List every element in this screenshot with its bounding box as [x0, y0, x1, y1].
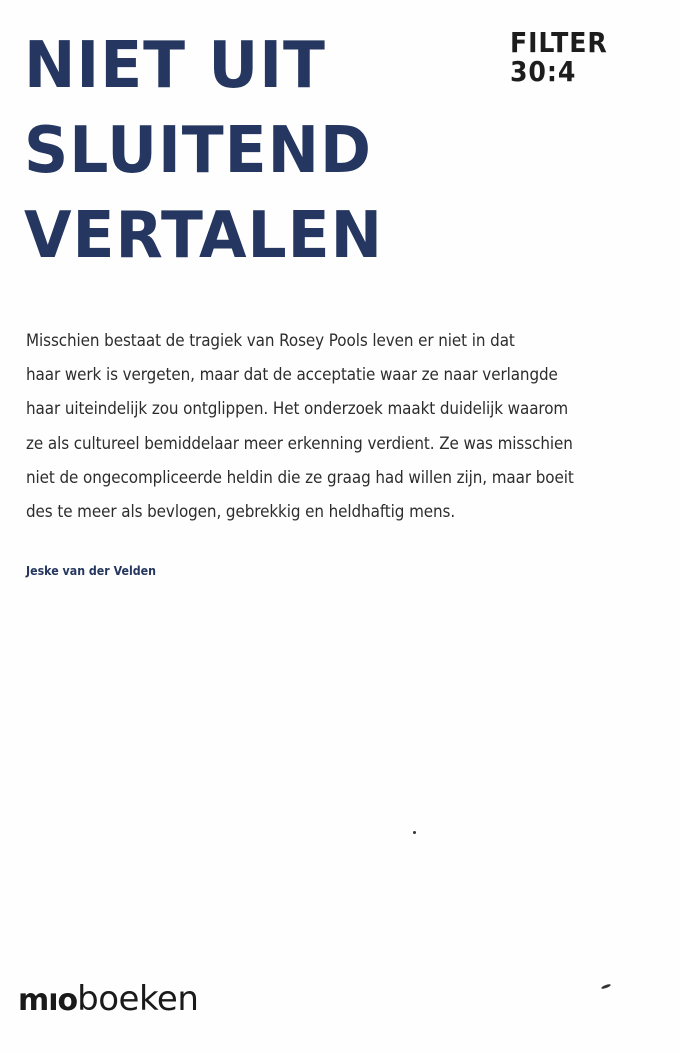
- print-speck: [601, 983, 611, 989]
- publisher-mark: mıo: [18, 983, 78, 1018]
- blurb-line: haar werk is vergeten, maar dat de acceptatie waar ze naar verlangde: [26, 365, 558, 385]
- blurb-text: [26, 324, 615, 529]
- title-line: VERTALEN: [24, 199, 383, 273]
- series-issue: 30:4: [510, 55, 577, 88]
- print-speck: [413, 831, 416, 834]
- blurb-line: Misschien bestaat de tragiek van Rosey Pools leven er niet in dat: [26, 331, 515, 350]
- blurb-line: des te meer als bevlogen, gebrekkig en heldhaftig mens.: [26, 502, 456, 522]
- title-line: NIET UIT: [24, 29, 326, 103]
- series-label: [510, 28, 608, 86]
- publisher-logo: [18, 979, 199, 1019]
- blurb-line: ze als cultureel bemiddelaar meer erkenning verdient. Ze was misschien: [26, 433, 573, 453]
- publisher-word: boeken: [77, 979, 199, 1019]
- series-name: FILTER: [510, 26, 608, 59]
- blurb-line: niet de ongecompliceerde heldin die ze graag had willen zijn, maar boeit: [26, 467, 574, 487]
- title-line: SLUITEND: [24, 114, 372, 188]
- blurb-line: haar uiteindelijk zou ontglippen. Het onderzoek maakt duidelijk waarom: [26, 399, 569, 419]
- author-name: Jeske van der Velden: [26, 564, 157, 578]
- page-title: [24, 24, 383, 279]
